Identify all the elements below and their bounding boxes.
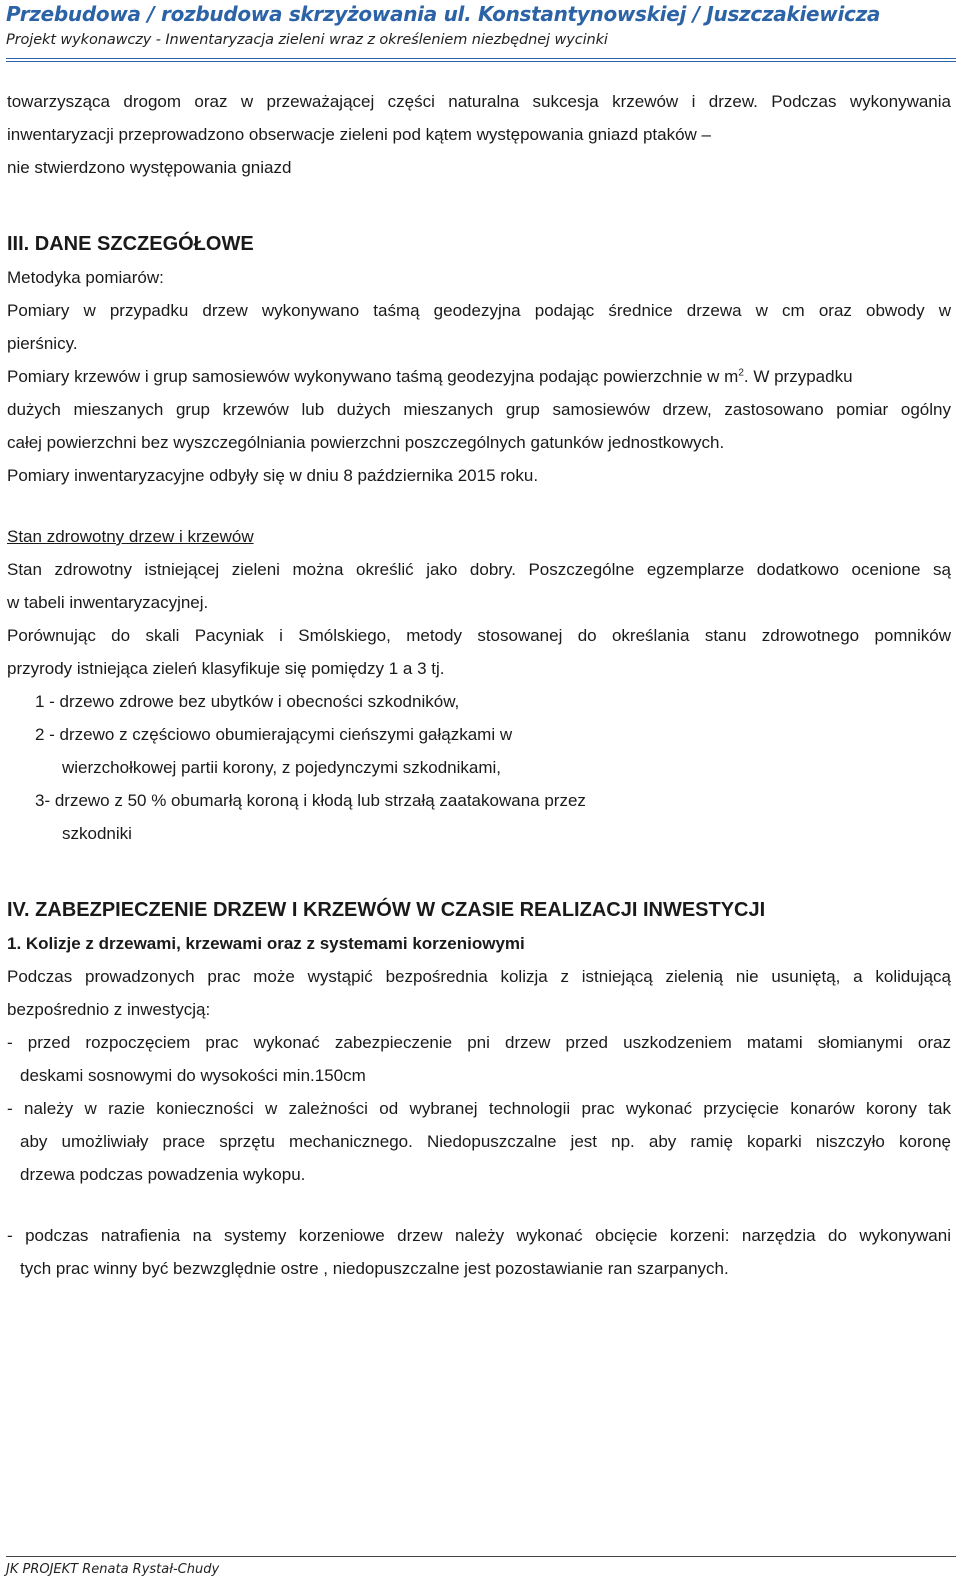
paragraph-line: dużych mieszanych grup krzewów lub dużych mieszanych grup samosiewów drzew, zastosowano pomiar ogólny	[7, 400, 951, 419]
shrubs-text-end: . W przypadku	[743, 367, 853, 386]
paragraph-line: bezpośrednio z inwestycją:	[7, 1000, 211, 1019]
header-rule	[6, 58, 956, 59]
bullet-continuation: drzewa podczas powadzenia wykopu.	[20, 1165, 306, 1184]
paragraph-line: Podczas prowadzonych prac może wystąpić bezpośrednia kolizja z istniejącą zielenią nie usuniętą, a kolidującą	[7, 967, 951, 986]
header-title: Przebudowa / rozbudowa skrzyżowania ul. Konstantynowskiej / Juszczakiewicza	[6, 2, 881, 26]
intro-line: inwentaryzacji przeprowadzono obserwacje zieleni pod kątem występowania gniazd ptaków –	[7, 125, 711, 144]
scale-item: 1 - drzewo zdrowe bez ubytków i obecności szkodników,	[35, 692, 460, 711]
bullet-continuation: aby umożliwiały prace sprzętu mechanicznego. Niedopuszczalne jest np. aby ramię koparki niszczyło koronę	[20, 1132, 951, 1151]
footer-rule	[6, 1556, 956, 1557]
paragraph-line: całej powierzchni bez wyszczególniania powierzchni poszczególnych gatunków jednostkowych.	[7, 433, 725, 452]
scale-item: szkodniki	[62, 824, 132, 843]
bullet-line: - należy w razie konieczności w zależności od wybranej technologii prac wykonać przycięcie konarów korony tak	[7, 1099, 951, 1118]
methodology-label: Metodyka pomiarów:	[7, 268, 164, 287]
scale-item: 3- drzewo z 50 % obumarłą koroną i kłodą lub strzałą zaatakowana przez	[35, 791, 586, 810]
subsection-title: Stan zdrowotny drzew i krzewów	[7, 527, 254, 546]
paragraph-line	[7, 360, 951, 393]
shrubs-text: Pomiary krzewów i grup samosiewów wykonywano taśmą geodezyjna podając powierzchnie w m	[7, 367, 739, 386]
scale-item: 2 - drzewo z częściowo obumierającymi cieńszymi gałązkami w	[35, 725, 513, 744]
bullet-continuation: tych prac winny być bezwzględnie ostre , niedopuszczalne jest pozostawianie ran szarpanych.	[20, 1259, 729, 1278]
intro-line: nie stwierdzono występowania gniazd	[7, 158, 292, 177]
scale-item: wierzchołkowej partii korony, z pojedynczymi szkodnikami,	[62, 758, 502, 777]
paragraph-line: Pomiary w przypadku drzew wykonywano taśmą geodezyjna podając średnice drzewa w cm oraz obwody w	[7, 301, 951, 320]
section-heading: III. DANE SZCZEGÓŁOWE	[7, 233, 254, 255]
subsection-heading: 1. Kolizje z drzewami, krzewami oraz z systemami korzeniowymi	[7, 934, 525, 953]
date-line: Pomiary inwentaryzacyjne odbyły się w dniu 8 października 2015 roku.	[7, 466, 539, 485]
document-body	[7, 85, 951, 1285]
paragraph-line: Stan zdrowotny istniejącej zieleni można określić jako dobry. Poszczególne egzemplarze dodatkowo ocenione są	[7, 560, 951, 579]
intro-line: towarzysząca drogom oraz w przeważającej części naturalna sukcesja krzewów i drzew. Podczas wykonywania	[7, 92, 951, 111]
bullet-line: - przed rozpoczęciem prac wykonać zabezpieczenie pni drzew przed uszkodzeniem matami słomianymi oraz	[7, 1033, 951, 1052]
header-subtitle: Projekt wykonawczy - Inwentaryzacja zieleni wraz z określeniem niezbędnej wycinki	[6, 32, 608, 48]
section-heading: IV. ZABEZPIECZENIE DRZEW I KRZEWÓW W CZASIE REALIZACJI INWESTYCJI	[7, 899, 766, 921]
footer-text: JK PROJEKT Renata Rystał-Chudy	[6, 1562, 220, 1577]
paragraph-line: Porównując do skali Pacyniak i Smólskiego, metody stosowanej do określania stanu zdrowotnego pomników	[7, 626, 951, 645]
paragraph-line: w tabeli inwentaryzacyjnej.	[7, 593, 209, 612]
bullet-continuation: deskami sosnowymi do wysokości min.150cm	[20, 1066, 366, 1085]
bullet-line: - podczas natrafienia na systemy korzeniowe drzew należy wykonać obcięcie korzeni: narzędzia do wykonywani	[7, 1226, 951, 1245]
paragraph-line: przyrody istniejąca zieleń klasyfikuje się pomiędzy 1 a 3 tj.	[7, 659, 445, 678]
header-rule-thin	[6, 61, 956, 62]
paragraph-line: pierśnicy.	[7, 334, 78, 353]
page-header	[6, 2, 956, 56]
superscript: 2	[738, 367, 744, 379]
